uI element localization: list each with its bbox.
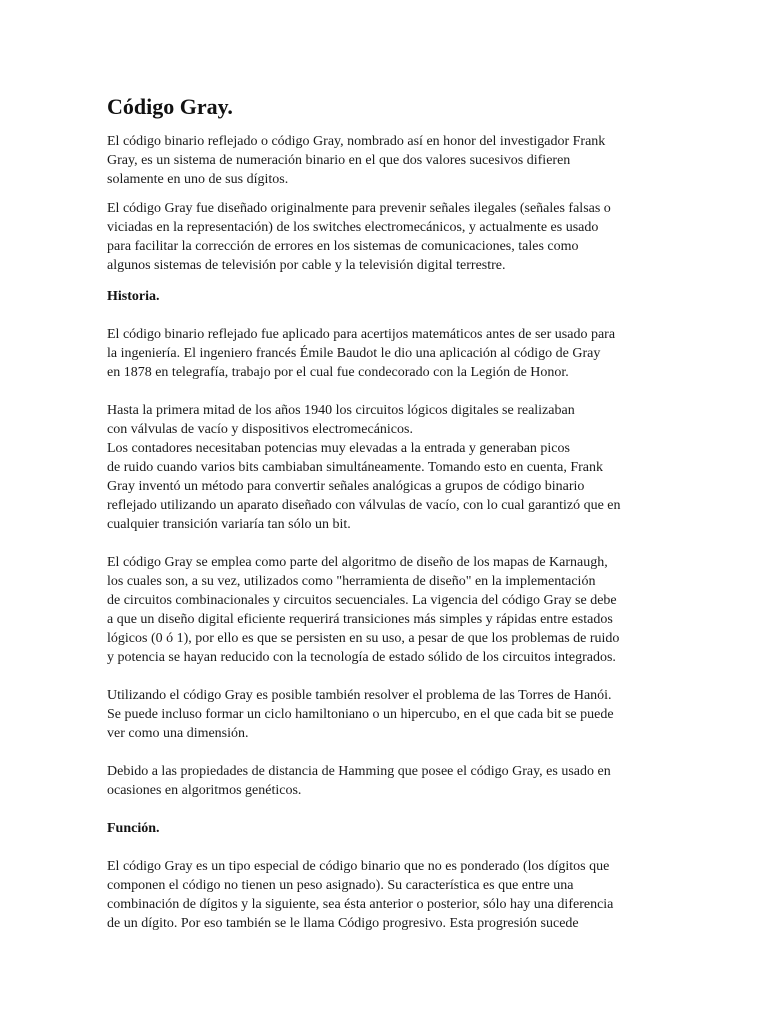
text-line: en 1878 en telegrafía, trabajo por el cual fue condecorado con la Legión de Honor. [107, 365, 569, 380]
text-line: Se puede incluso formar un ciclo hamiltoniano o un hipercubo, en el que cada bit se puede [107, 707, 614, 722]
text-line: ocasiones en algoritmos genéticos. [107, 783, 302, 798]
document-title: Código Gray. [107, 94, 233, 119]
text-line: Utilizando el código Gray es posible también resolver el problema de las Torres de Hanói. [107, 688, 612, 703]
text-line: El código Gray fue diseñado originalmente para prevenir señales ilegales (señales falsas o [107, 201, 611, 216]
text-line: viciadas en la representación) de los switches electromecánicos, y actualmente es usado [107, 220, 599, 235]
text-line: los cuales son, a su vez, utilizados como "herramienta de diseño" en la implementación [107, 574, 596, 589]
text-line: Hasta la primera mitad de los años 1940 los circuitos lógicos digitales se realizaban [107, 403, 575, 418]
history-paragraph-1 [107, 325, 667, 382]
text-line: para facilitar la corrección de errores en los sistemas de comunicaciones, tales como [107, 239, 579, 254]
text-line: a que un diseño digital eficiente requerirá transiciones más simples y rápidas entre estados [107, 612, 613, 627]
intro-paragraph-2 [107, 199, 667, 275]
text-line: cualquier transición variaría tan sólo un bit. [107, 517, 351, 532]
text-line: de ruido cuando varios bits cambiaban simultáneamente. Tomando esto en cuenta, Frank [107, 460, 604, 475]
text-line: solamente en uno de sus dígitos. [107, 172, 289, 187]
function-heading: Función. [107, 821, 160, 836]
text-line: ver como una dimensión. [107, 726, 249, 741]
text-line: reflejado utilizando un aparato diseñado con válvulas de vacío, con lo cual garantizó que en [107, 498, 621, 513]
text-line: de circuitos combinacionales y circuitos secuenciales. La vigencia del código Gray se debe [107, 593, 617, 608]
intro-paragraph-1 [107, 132, 667, 189]
text-line: con válvulas de vacío y dispositivos electromecánicos. [107, 422, 413, 437]
text-line: combinación de dígitos y la siguiente, sea ésta anterior o posterior, sólo hay una diferencia [107, 897, 614, 912]
text-line: Gray inventó un método para convertir señales analógicas a grupos de código binario [107, 479, 585, 494]
text-line: El código Gray se emplea como parte del algoritmo de diseño de los mapas de Karnaugh, [107, 555, 608, 570]
text-line: El código binario reflejado fue aplicado para acertijos matemáticos antes de ser usado para [107, 327, 616, 342]
document-page [107, 88, 667, 943]
function-paragraph-1 [107, 857, 667, 933]
text-line: El código binario reflejado o código Gray, nombrado así en honor del investigador Frank [107, 134, 606, 149]
text-line: Gray, es un sistema de numeración binario en el que dos valores sucesivos difieren [107, 153, 571, 168]
history-paragraph-5 [107, 762, 667, 800]
text-line: Debido a las propiedades de distancia de Hamming que posee el código Gray, es usado en [107, 764, 611, 779]
history-paragraph-2 [107, 401, 667, 534]
history-heading: Historia. [107, 289, 160, 304]
text-line: El código Gray es un tipo especial de código binario que no es ponderado (los dígitos que [107, 859, 610, 874]
text-line: algunos sistemas de televisión por cable y la televisión digital terrestre. [107, 258, 506, 273]
text-line: de un dígito. Por eso también se le llama Código progresivo. Esta progresión sucede [107, 916, 579, 931]
text-line: Los contadores necesitaban potencias muy elevadas a la entrada y generaban picos [107, 441, 570, 456]
text-line: componen el código no tienen un peso asignado). Su característica es que entre una [107, 878, 574, 893]
text-line: y potencia se hayan reducido con la tecnología de estado sólido de los circuitos integrados. [107, 650, 616, 665]
history-paragraph-4 [107, 686, 667, 743]
text-line: la ingeniería. El ingeniero francés Émile Baudot le dio una aplicación al código de Gray [107, 346, 601, 361]
text-line: lógicos (0 ó 1), por ello es que se persisten en su uso, a pesar de que los problemas de ruido [107, 631, 620, 646]
history-paragraph-3 [107, 553, 667, 667]
